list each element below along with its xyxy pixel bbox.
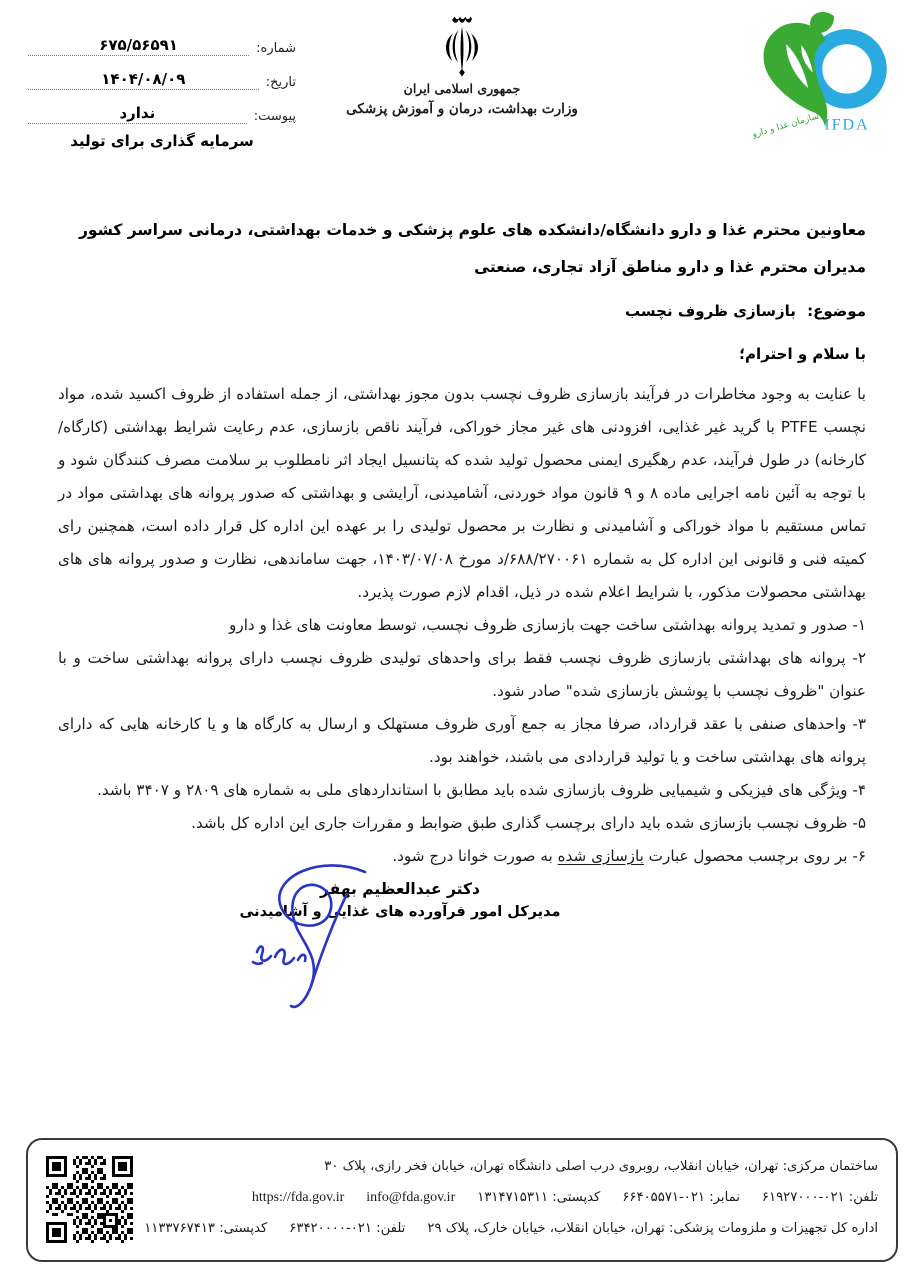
letter-attachment-value: ندارد	[119, 104, 156, 122]
list-item-1: ۱- صدور و تمدید پروانه بهداشتی ساخت جهت بازسازی ظروف نچسب، توسط معاونت های غذا و دارو	[229, 616, 866, 634]
footer-text	[144, 1151, 878, 1244]
signature-block	[170, 878, 630, 924]
list-item-5: ۵- ظروف نچسب بازسازی شده باید دارای برچسب گذاری طبق ضوابط و مقررات جاری این اداره کل باشد.	[191, 814, 866, 832]
list-item-3: ۳- واحدهای صنفی با عقد قرارداد، صرفا مجاز به جمع آوری ظروف مستهلک و ارسال به کارگاه ها و یا کارخانه هایی که دارای پروانه های بهداشتی ساخت و یا تولید قراردادی می باشند، خواهند بود.	[58, 715, 866, 766]
ifda-caption: سازمان غذا و دارو	[752, 111, 821, 140]
list-item-2: ۲- پروانه های بهداشتی بازسازی ظروف نچسب فقط برای واحدهای تولیدی ظروف نچسب دارای پروانه بهداشتی ساخت و با عنوان "ظروف نچسب با پوشش بازسازی شده" صادر شود.	[58, 649, 866, 700]
letter-attachment-label: پیوست:	[253, 109, 296, 124]
main-paragraph: با عنایت به وجود مخاطرات در فرآیند بازسازی ظروف نچسب بدون مجوز بهداشتی، از جمله استفاده از ظروف اکسید شده، مواد نچسب PTFE با گرید غیر غذایی، افزودنی های غیر مجاز خوراکی، فرآیند ناقص بازسازی، عدم رعایت شرایط بهداشتی (کارگاه/کارخانه) در طول فرآیند، عدم رهگیری ایمنی محصول تولید شده که پتانسیل ایجاد اثر نامطلوب بر سلامت مصرف کنندگان شود و با توجه به آئین نامه اجرایی ماده ۸ و ۹ قانون مواد خوردنی، آشامیدنی، آرایشی و بهداشتی که صدور پروانه های بهداشتی مواد در تماس مستقیم با مواد خوراکی و آشامیدنی و نظارت بر محصول تولیدی را بر عهده این اداره کل قرار داده است، همچنین رای کمیته فنی و قانونی این اداره کل به شماره ۶۸۸/۲۷۰۰۶۱/د مورخ ۱۴۰۳/۰۷/۰۸، جهت ساماندهی، نظارت و صدور پروانه های های بهداشتی محصولات مذکور، با شرایط اعلام شده در ذیل، اقدام لازم صورت پذیرد.	[58, 385, 866, 601]
footer-address-equipment: اداره کل تجهیزات و ملزومات پزشکی: تهران، خیابان انقلاب، خیابان خارک، پلاک ۲۹	[427, 1221, 878, 1236]
letter-attachment-row	[28, 98, 296, 124]
subject-value: بازسازی ظروف نچسب	[625, 302, 796, 320]
signer-title: مدیرکل امور فرآورده های غذایی و آشامیدنی	[239, 904, 561, 920]
list-item-6-before: ۶- بر روی برچسب محصول عبارت	[643, 847, 866, 865]
footer-postal-main: کدپستی: ۱۳۱۴۷۱۵۳۱۱	[477, 1190, 601, 1205]
ifda-logo	[752, 12, 904, 140]
ministry-letterhead	[337, 12, 587, 117]
letter-date-line	[28, 69, 259, 90]
list-item-6	[58, 840, 866, 873]
letter-date-label: تاریخ:	[265, 75, 296, 90]
ministry-name: وزارت بهداشت، درمان و آموزش پزشکی	[346, 101, 578, 117]
qr-code-icon	[40, 1150, 139, 1249]
letter-number-value: ۶۷۵/۵۶۵۹۱	[99, 36, 178, 54]
letter-date-row	[28, 64, 296, 90]
footer-phone-main: تلفن: ۰۲۱-۶۱۹۲۷۰۰۰	[761, 1190, 878, 1205]
footer-fax: نمابر: ۰۲۱-۶۶۴۰۵۵۷۱	[622, 1190, 740, 1205]
subject-line	[58, 295, 866, 328]
ifda-logo-icon	[752, 12, 904, 140]
letter-body	[58, 212, 866, 873]
government-name: جمهوری اسلامی ایران	[403, 81, 521, 96]
list-item-6-after: به صورت خوانا درج شود.	[392, 847, 558, 865]
footer-email: info@fda.gov.ir	[366, 1190, 456, 1205]
footer-postal-equipment: کدپستی: ۱۱۳۳۷۶۷۴۱۳	[144, 1221, 268, 1236]
footer-contacts-equipment	[144, 1213, 878, 1244]
ifda-wordmark: IFDA	[824, 116, 870, 134]
iran-emblem-icon	[431, 12, 493, 78]
letter-attachment-line	[28, 103, 247, 124]
production-slogan: سرمایه گذاری برای تولید	[70, 132, 254, 150]
letter-meta-block	[28, 30, 296, 150]
signer-name: دکتر عبدالعظیم بهفر	[320, 880, 480, 898]
footer-contacts-main	[156, 1182, 878, 1213]
footer-address-main: ساختمان مرکزی: تهران، خیابان انقلاب، روبروی درب اصلی دانشگاه تهران، خیابان فخر رازی، پلاک ۳۰	[324, 1159, 878, 1174]
letter-number-line	[28, 35, 249, 56]
letter-number-label: شماره:	[256, 41, 296, 56]
recipient-line-1: معاونین محترم غذا و دارو دانشگاه/دانشکده های علوم پزشکی و خدمات بهداشتی، درمانی سراسر کشور	[78, 221, 866, 239]
numbered-list	[58, 609, 866, 873]
footer-contact-box	[26, 1138, 898, 1262]
subject-label: موضوع:	[807, 302, 866, 320]
list-item-4: ۴- ویژگی های فیزیکی و شیمیایی ظروف بازسازی شده باید مطابق با استانداردهای ملی به شماره های ۲۸۰۹ و ۳۴۰۷ باشد.	[97, 781, 866, 799]
footer-phone-equipment: تلفن: ۰۲۱-۶۳۴۲۰۰۰۰	[289, 1221, 406, 1236]
letter-date-value: ۱۴۰۴/۰۸/۰۹	[101, 70, 186, 88]
recipient-line-2: مدیران محترم غذا و دارو مناطق آزاد تجاری، صنعتی	[474, 258, 866, 276]
salutation: با سلام و احترام؛	[739, 345, 866, 363]
list-item-6-underlined: بازسازی شده	[557, 847, 644, 865]
footer-website: https://fda.gov.ir	[251, 1190, 345, 1205]
letter-number-row	[28, 30, 296, 56]
